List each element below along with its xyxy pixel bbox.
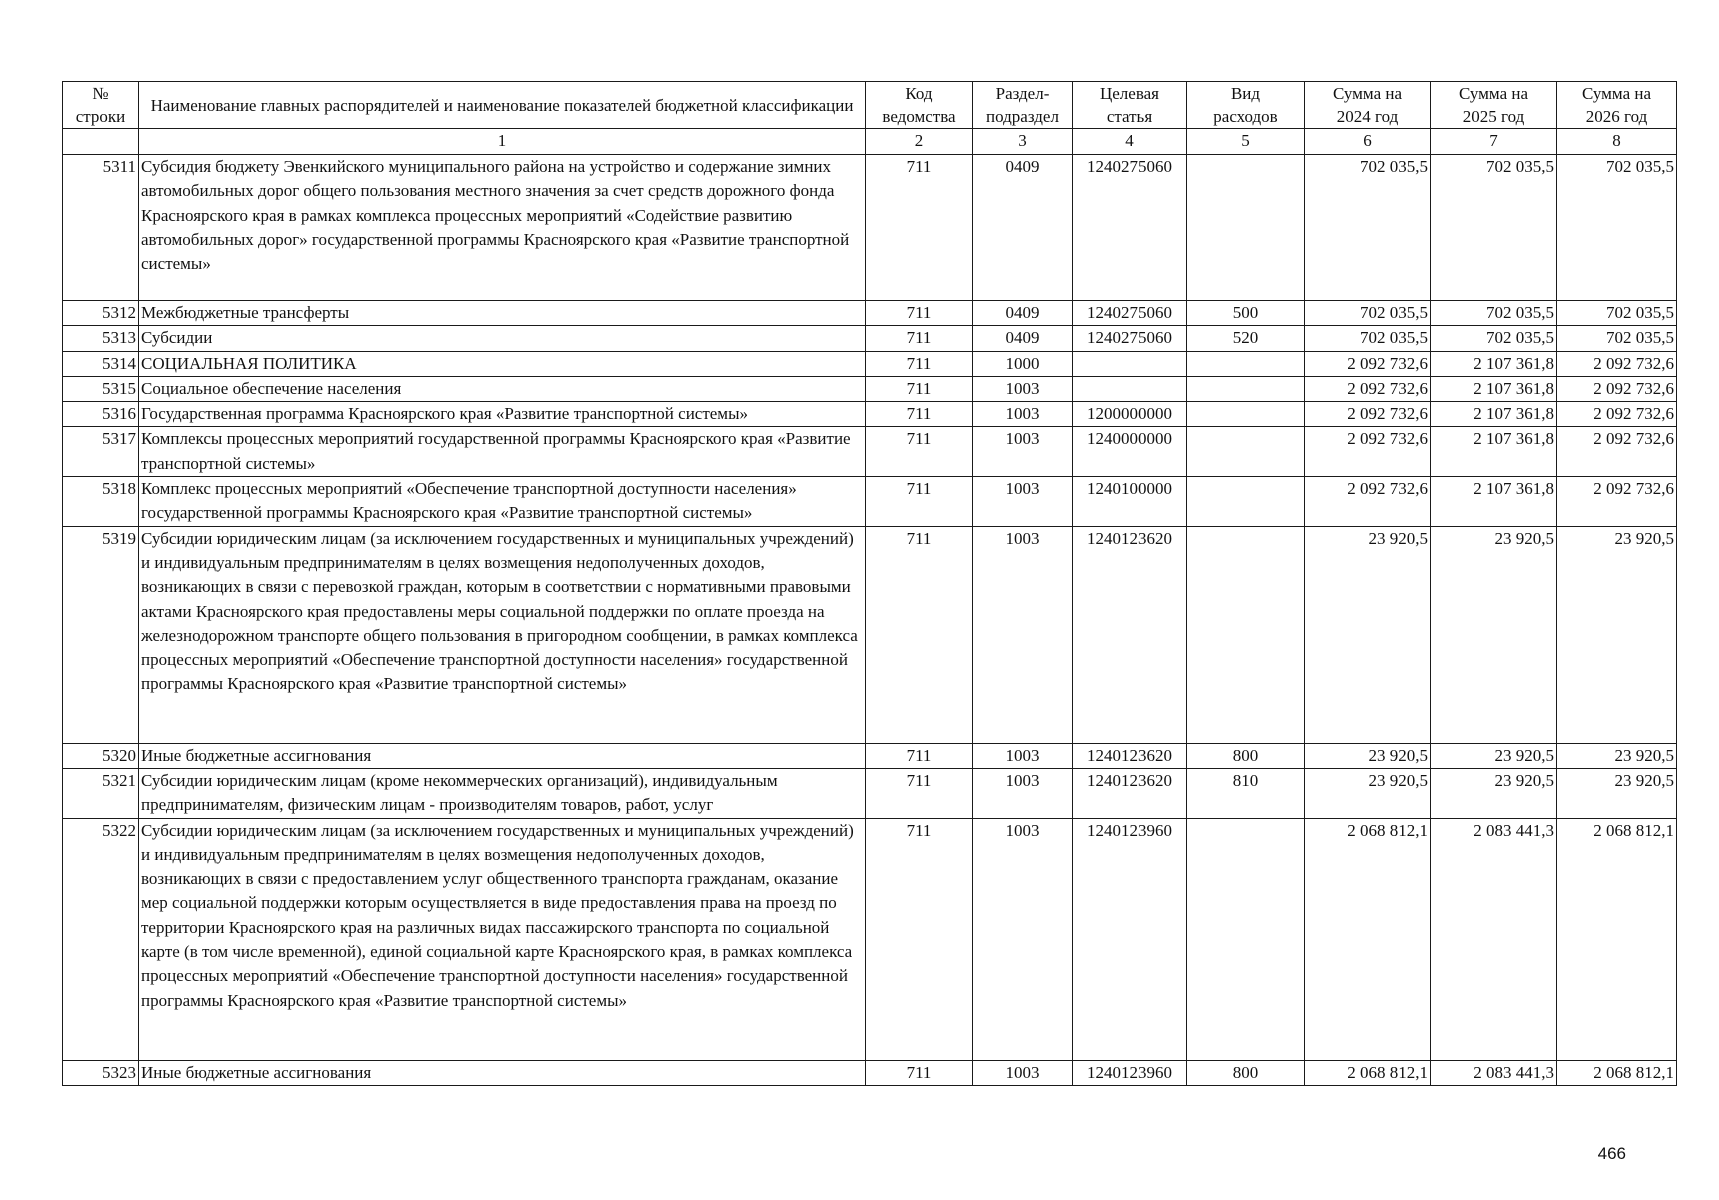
row-tselevaya: 1240123960 xyxy=(1073,818,1187,1060)
row-sum-2025: 2 083 441,3 xyxy=(1431,818,1557,1060)
row-number: 5314 xyxy=(63,351,139,376)
row-number: 5318 xyxy=(63,477,139,527)
row-name: Субсидии юридическим лицам (кроме некоммерческих организаций), индивидуальным предпринимателям, физическим лицам - производителям товаров, работ, услуг xyxy=(139,768,866,818)
row-vid xyxy=(1187,818,1305,1060)
row-number: 5313 xyxy=(63,326,139,351)
row-vid xyxy=(1187,427,1305,477)
row-razdel: 0409 xyxy=(973,155,1073,301)
row-sum-2025: 23 920,5 xyxy=(1431,768,1557,818)
column-number: 6 xyxy=(1305,129,1431,155)
row-sum-2025: 702 035,5 xyxy=(1431,155,1557,301)
row-sum-2024: 702 035,5 xyxy=(1305,326,1431,351)
row-vid: 520 xyxy=(1187,326,1305,351)
header-row-number: № строки xyxy=(63,82,139,129)
column-number: 5 xyxy=(1187,129,1305,155)
row-name: Межбюджетные трансферты xyxy=(139,301,866,326)
row-razdel: 0409 xyxy=(973,301,1073,326)
row-sum-2024: 23 920,5 xyxy=(1305,768,1431,818)
row-number: 5321 xyxy=(63,768,139,818)
row-vedomstvo: 711 xyxy=(866,477,973,527)
column-number: 8 xyxy=(1557,129,1677,155)
row-tselevaya: 1240100000 xyxy=(1073,477,1187,527)
row-sum-2026: 2 092 732,6 xyxy=(1557,402,1677,427)
row-sum-2024: 23 920,5 xyxy=(1305,526,1431,743)
row-tselevaya: 1240000000 xyxy=(1073,427,1187,477)
row-vedomstvo: 711 xyxy=(866,351,973,376)
row-sum-2026: 702 035,5 xyxy=(1557,301,1677,326)
row-tselevaya: 1200000000 xyxy=(1073,402,1187,427)
header-sum-2025: Сумма на 2025 год xyxy=(1431,82,1557,129)
row-sum-2025: 702 035,5 xyxy=(1431,301,1557,326)
row-name: Социальное обеспечение населения xyxy=(139,376,866,401)
row-name: Комплексы процессных мероприятий государственной программы Красноярского края «Развитие транспортной системы» xyxy=(139,427,866,477)
row-tselevaya: 1240123620 xyxy=(1073,743,1187,768)
row-tselevaya: 1240275060 xyxy=(1073,326,1187,351)
header-tselevaya: Целевая статья xyxy=(1073,82,1187,129)
column-number: 1 xyxy=(139,129,866,155)
row-sum-2025: 23 920,5 xyxy=(1431,743,1557,768)
row-sum-2024: 2 092 732,6 xyxy=(1305,427,1431,477)
header-vid: Вид расходов xyxy=(1187,82,1305,129)
row-name: Иные бюджетные ассигнования xyxy=(139,743,866,768)
column-number: 2 xyxy=(866,129,973,155)
row-name: СОЦИАЛЬНАЯ ПОЛИТИКА xyxy=(139,351,866,376)
row-vedomstvo: 711 xyxy=(866,155,973,301)
table-row xyxy=(63,155,1677,301)
table-row xyxy=(63,818,1677,1060)
row-sum-2026: 702 035,5 xyxy=(1557,326,1677,351)
row-number: 5311 xyxy=(63,155,139,301)
table-row xyxy=(63,477,1677,527)
row-razdel: 1000 xyxy=(973,351,1073,376)
header-name: Наименование главных распорядителей и наименование показателей бюджетной классификации xyxy=(139,82,866,129)
row-razdel: 1003 xyxy=(973,768,1073,818)
header-vedomstvo: Код ведомства xyxy=(866,82,973,129)
row-vedomstvo: 711 xyxy=(866,818,973,1060)
row-vedomstvo: 711 xyxy=(866,526,973,743)
row-name: Иные бюджетные ассигнования xyxy=(139,1060,866,1085)
row-sum-2026: 2 092 732,6 xyxy=(1557,376,1677,401)
row-vid xyxy=(1187,155,1305,301)
table-row xyxy=(63,351,1677,376)
row-number: 5316 xyxy=(63,402,139,427)
row-name: Комплекс процессных мероприятий «Обеспечение транспортной доступности населения» государственной программы Красноярского края «Развитие транспортной системы» xyxy=(139,477,866,527)
page-number: 466 xyxy=(1597,1144,1626,1163)
row-name: Субсидия бюджету Эвенкийского муниципального района на устройство и содержание зимних автомобильных дорог общего пользования местного значения за счет средств дорожного фонда Красноярского края в рамках комплекса процессных мероприятий «Содействие развитию автомобильных дорог» государственной программы Красноярского края «Развитие транспортной системы» xyxy=(139,155,866,301)
row-vid xyxy=(1187,477,1305,527)
row-sum-2024: 2 092 732,6 xyxy=(1305,376,1431,401)
row-razdel: 1003 xyxy=(973,477,1073,527)
row-sum-2025: 2 107 361,8 xyxy=(1431,427,1557,477)
row-sum-2026: 702 035,5 xyxy=(1557,155,1677,301)
row-vedomstvo: 711 xyxy=(866,1060,973,1085)
row-tselevaya: 1240275060 xyxy=(1073,301,1187,326)
row-name: Субсидии юридическим лицам (за исключением государственных и муниципальных учреждений) и индивидуальным предпринимателям в целях возмещения недополученных доходов, возникающих в связи с предоставлением услуг общественного транспорта гражданам, оказание мер социальной поддержки которым осуществляется в виде предоставления права на проезд по территории Красноярского края на различных видах пассажирского транспорта по социальной карте (в том числе временной), единой социальной карте Красноярского края, в рамках комплекса процессных мероприятий «Обеспечение транспортной доступности населения» государственной программы Красноярского края «Развитие транспортной системы» xyxy=(139,818,866,1060)
row-razdel: 1003 xyxy=(973,376,1073,401)
row-sum-2025: 702 035,5 xyxy=(1431,326,1557,351)
row-vedomstvo: 711 xyxy=(866,376,973,401)
row-name: Государственная программа Красноярского края «Развитие транспортной системы» xyxy=(139,402,866,427)
row-name: Субсидии xyxy=(139,326,866,351)
row-vid: 810 xyxy=(1187,768,1305,818)
row-tselevaya: 1240123620 xyxy=(1073,526,1187,743)
column-number: 3 xyxy=(973,129,1073,155)
row-razdel: 1003 xyxy=(973,402,1073,427)
row-vid xyxy=(1187,526,1305,743)
row-sum-2026: 2 092 732,6 xyxy=(1557,477,1677,527)
row-tselevaya: 1240123620 xyxy=(1073,768,1187,818)
row-razdel: 1003 xyxy=(973,1060,1073,1085)
row-sum-2025: 23 920,5 xyxy=(1431,526,1557,743)
row-vid xyxy=(1187,376,1305,401)
row-number: 5322 xyxy=(63,818,139,1060)
column-number: 7 xyxy=(1431,129,1557,155)
table-row xyxy=(63,526,1677,743)
table-row xyxy=(63,768,1677,818)
row-number: 5315 xyxy=(63,376,139,401)
row-number: 5317 xyxy=(63,427,139,477)
row-sum-2025: 2 107 361,8 xyxy=(1431,376,1557,401)
row-sum-2026: 23 920,5 xyxy=(1557,768,1677,818)
budget-table xyxy=(62,81,1677,1086)
row-sum-2026: 2 068 812,1 xyxy=(1557,818,1677,1060)
row-vedomstvo: 711 xyxy=(866,326,973,351)
header-sum-2026: Сумма на 2026 год xyxy=(1557,82,1677,129)
row-tselevaya xyxy=(1073,376,1187,401)
row-number: 5312 xyxy=(63,301,139,326)
row-sum-2024: 2 092 732,6 xyxy=(1305,477,1431,527)
table-header-row xyxy=(63,82,1677,129)
header-razdel: Раздел- подраздел xyxy=(973,82,1073,129)
row-sum-2024: 2 092 732,6 xyxy=(1305,351,1431,376)
row-vedomstvo: 711 xyxy=(866,427,973,477)
row-vid: 500 xyxy=(1187,301,1305,326)
row-sum-2025: 2 107 361,8 xyxy=(1431,477,1557,527)
row-vid xyxy=(1187,402,1305,427)
row-vid: 800 xyxy=(1187,1060,1305,1085)
row-sum-2026: 2 092 732,6 xyxy=(1557,351,1677,376)
row-sum-2026: 2 068 812,1 xyxy=(1557,1060,1677,1085)
column-number: 4 xyxy=(1073,129,1187,155)
row-sum-2026: 23 920,5 xyxy=(1557,526,1677,743)
column-number xyxy=(63,129,139,155)
row-sum-2026: 2 092 732,6 xyxy=(1557,427,1677,477)
header-sum-2024: Сумма на 2024 год xyxy=(1305,82,1431,129)
row-vedomstvo: 711 xyxy=(866,402,973,427)
row-number: 5319 xyxy=(63,526,139,743)
row-vid xyxy=(1187,351,1305,376)
table-row xyxy=(63,1060,1677,1085)
row-vid: 800 xyxy=(1187,743,1305,768)
row-sum-2025: 2 083 441,3 xyxy=(1431,1060,1557,1085)
table-row xyxy=(63,743,1677,768)
row-razdel: 1003 xyxy=(973,743,1073,768)
row-number: 5323 xyxy=(63,1060,139,1085)
table-row xyxy=(63,427,1677,477)
row-sum-2026: 23 920,5 xyxy=(1557,743,1677,768)
row-razdel: 1003 xyxy=(973,427,1073,477)
row-vedomstvo: 711 xyxy=(866,743,973,768)
table-row xyxy=(63,301,1677,326)
row-sum-2025: 2 107 361,8 xyxy=(1431,351,1557,376)
row-razdel: 1003 xyxy=(973,526,1073,743)
table-row xyxy=(63,376,1677,401)
row-sum-2024: 702 035,5 xyxy=(1305,155,1431,301)
row-sum-2024: 2 068 812,1 xyxy=(1305,818,1431,1060)
row-vedomstvo: 711 xyxy=(866,301,973,326)
row-tselevaya: 1240275060 xyxy=(1073,155,1187,301)
table-row xyxy=(63,402,1677,427)
table-row xyxy=(63,326,1677,351)
column-number-row xyxy=(63,129,1677,155)
row-sum-2024: 2 068 812,1 xyxy=(1305,1060,1431,1085)
row-vedomstvo: 711 xyxy=(866,768,973,818)
row-sum-2025: 2 107 361,8 xyxy=(1431,402,1557,427)
row-razdel: 0409 xyxy=(973,326,1073,351)
row-tselevaya xyxy=(1073,351,1187,376)
row-tselevaya: 1240123960 xyxy=(1073,1060,1187,1085)
row-name: Субсидии юридическим лицам (за исключением государственных и муниципальных учреждений) и индивидуальным предпринимателям в целях возмещения недополученных доходов, возникающих в связи с перевозкой граждан, которым в соответствии с нормативными правовыми актами Красноярского края предоставлены меры социальной поддержки по оплате проезда на железнодорожном транспорте общего пользования в пригородном сообщении, в рамках комплекса процессных мероприятий «Обеспечение транспортной доступности населения» государственной программы Красноярского края «Развитие транспортной системы» xyxy=(139,526,866,743)
row-sum-2024: 702 035,5 xyxy=(1305,301,1431,326)
row-sum-2024: 2 092 732,6 xyxy=(1305,402,1431,427)
row-sum-2024: 23 920,5 xyxy=(1305,743,1431,768)
row-razdel: 1003 xyxy=(973,818,1073,1060)
row-number: 5320 xyxy=(63,743,139,768)
